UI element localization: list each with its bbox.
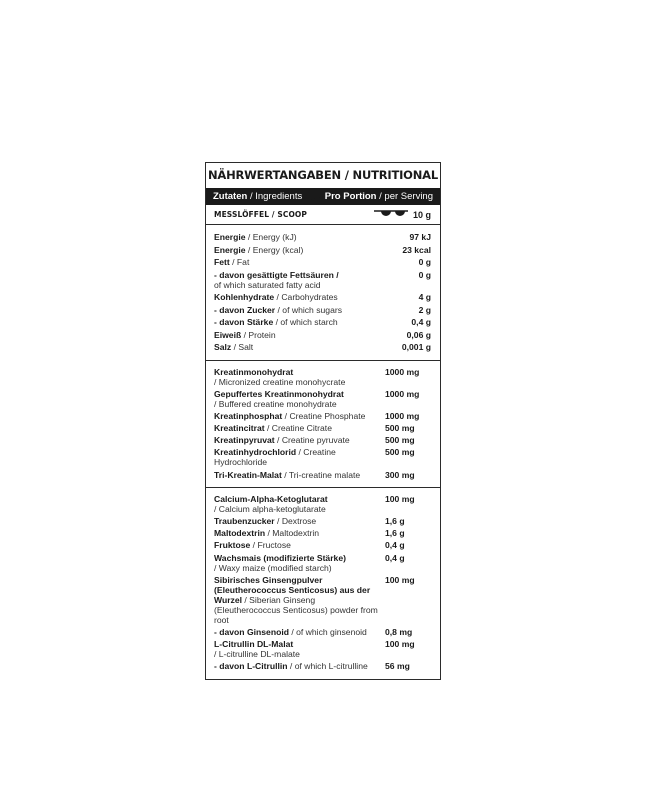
ingredient-translation: / Micronized creatine monohycrate: [214, 376, 346, 387]
ingredient-translation: / Creatine pyruvate: [274, 435, 350, 446]
ingredient-translation: / Salt: [231, 342, 254, 352]
amount-value: 300 mg: [385, 469, 415, 480]
amount-value: 0,8 mg: [385, 626, 413, 637]
ingredient-name: Fruktose: [214, 540, 251, 551]
ingredient-translation: / Fructose: [250, 540, 291, 551]
ingredient-translation: / Siberian Ginseng (Eleutherococcus Senticosus) powder from root: [214, 594, 378, 625]
ingredient-translation: / of which L-citrulline: [287, 661, 368, 672]
table-row: [214, 411, 431, 421]
header-left: Zutaten / Ingredients: [213, 191, 303, 202]
scoop-icon: [373, 208, 409, 222]
ingredient-name: Wachsmais (modifizierte Stärke): [214, 552, 346, 563]
ingredient-name: Gepuffertes Kreatinmonohydrat: [214, 388, 344, 399]
amount-value: 1000 mg: [385, 388, 420, 399]
ingredient-translation: / Energy (kJ): [245, 232, 297, 242]
table-row: [214, 270, 431, 290]
ingredient-name: Kreatinpyruvat: [214, 435, 275, 446]
table-row: [214, 389, 431, 409]
amount-value: 500 mg: [385, 423, 415, 434]
table-row: [214, 342, 431, 352]
table-row: [214, 575, 431, 625]
scoop-label: MESSLÖFFEL / SCOOP: [214, 210, 308, 219]
ingredient-name: Kohlenhydrate: [214, 292, 275, 302]
ingredient-translation: / Carbohydrates: [274, 292, 338, 302]
table-row: [214, 305, 431, 315]
table-row: [214, 367, 431, 387]
other-ingredients-section: [206, 488, 440, 679]
ingredient-name: Calcium-Alpha-Ketoglutarat: [214, 493, 328, 504]
ingredient-name: L-Citrullin DL-Malat: [214, 639, 294, 650]
ingredient-name: Maltodextrin: [214, 528, 266, 539]
ingredient-name: Kreatinphosphat: [214, 410, 283, 421]
table-row: [214, 232, 431, 242]
amount-value: 1000 mg: [385, 366, 420, 377]
table-row: [214, 661, 431, 671]
amount-value: 97 kJ: [409, 232, 431, 242]
amount-value: 500 mg: [385, 435, 415, 446]
table-row: [214, 494, 431, 514]
ingredient-translation: of which saturated fatty acid: [214, 279, 321, 290]
amount-value: 0,4 g: [411, 317, 431, 327]
amount-value: 0 g: [418, 269, 431, 280]
ingredient-name: Kreatincitrat: [214, 423, 265, 434]
amount-value: 0,06 g: [406, 329, 431, 340]
ingredient-name: Traubenzucker: [214, 516, 275, 526]
ingredient-name: Energie: [214, 244, 246, 255]
ingredient-translation: / Creatine Phosphate: [282, 410, 366, 421]
table-row: [214, 330, 431, 340]
ingredient-translation: / of which ginsenoid: [288, 626, 367, 637]
ingredient-translation: / Buffered creatine monohydrate: [214, 398, 337, 409]
amount-value: 23 kcal: [402, 244, 431, 255]
ingredient-translation: / Maltodextrin: [265, 528, 320, 539]
table-row: [214, 470, 431, 480]
table-row: [214, 257, 431, 267]
ingredient-name: - davon L-Citrullin: [214, 661, 288, 672]
nutrition-label: [205, 162, 441, 680]
amount-value: 0 g: [418, 257, 431, 267]
ingredient-name: - davon Ginsenoid: [214, 626, 289, 637]
amount-value: 0,4 g: [385, 540, 405, 551]
table-row: [214, 292, 431, 302]
amount-value: 1000 mg: [385, 410, 420, 421]
ingredient-translation: / Waxy maize (modified starch): [214, 562, 332, 573]
ingredient-name: - davon gesättigte Fettsäuren /: [214, 269, 339, 280]
scoop-amount: 10 g: [412, 209, 431, 220]
amount-value: 0,4 g: [385, 552, 405, 563]
ingredient-name: Energie: [214, 232, 246, 242]
table-row: [214, 447, 431, 467]
ingredient-name: Sibirisches Ginsengpulver (Eleutherococcus Senticosus) aus der Wurzel: [214, 574, 371, 605]
ingredient-name: - davon Zucker: [214, 304, 276, 315]
amount-value: 100 mg: [385, 574, 415, 585]
amount-value: 0,001 g: [401, 342, 431, 352]
ingredient-name: Fett: [214, 257, 230, 267]
ingredient-name: - davon Stärke: [214, 317, 274, 327]
table-row: [214, 639, 431, 659]
table-row: [214, 553, 431, 573]
ingredient-translation: / of which starch: [273, 317, 338, 327]
table-row: [214, 245, 431, 255]
ingredient-translation: / Energy (kcal): [245, 244, 304, 255]
table-row: [214, 528, 431, 538]
amount-value: 100 mg: [385, 639, 415, 650]
ingredient-translation: / L-citrulline DL-malate: [214, 649, 300, 660]
ingredient-name: Tri-Kreatin-Malat: [214, 469, 282, 480]
ingredient-translation: / Fat: [229, 257, 250, 267]
ingredient-translation: / Dextrose: [274, 516, 317, 526]
creatine-section: [206, 361, 440, 487]
amount-value: 1,6 g: [385, 516, 405, 526]
table-row: [214, 516, 431, 526]
table-row: [214, 317, 431, 327]
amount-value: 1,6 g: [385, 528, 405, 539]
table-row: [214, 423, 431, 433]
label-title: NÄHRWERTANGABEN / NUTRITIONAL FACTS: [207, 168, 439, 207]
ingredient-translation: / Creatine Citrate: [264, 423, 332, 434]
header-right: Pro Portion / per Serving: [324, 191, 433, 202]
ingredient-translation: / Tri-creatine malate: [281, 469, 361, 480]
ingredient-name: Salz: [214, 342, 232, 352]
amount-value: 2 g: [418, 304, 431, 315]
table-row: [214, 435, 431, 445]
amount-value: 56 mg: [385, 661, 410, 672]
ingredient-name: Kreatinhydrochlorid: [214, 447, 297, 458]
table-row: [214, 540, 431, 550]
nutrition-section: [206, 225, 440, 360]
ingredient-name: Eiweiß: [214, 329, 242, 340]
amount-value: 100 mg: [385, 493, 415, 504]
table-row: [214, 627, 431, 637]
ingredient-translation: / of which sugars: [275, 304, 343, 315]
amount-value: 500 mg: [385, 447, 415, 458]
ingredient-translation: / Calcium alpha-ketoglutarate: [214, 503, 326, 514]
ingredient-name: Kreatinmonohydrat: [214, 366, 294, 377]
ingredient-translation: / Creatine Hydrochloride: [214, 447, 336, 468]
amount-value: 4 g: [418, 292, 431, 302]
ingredient-translation: / Protein: [241, 329, 276, 340]
